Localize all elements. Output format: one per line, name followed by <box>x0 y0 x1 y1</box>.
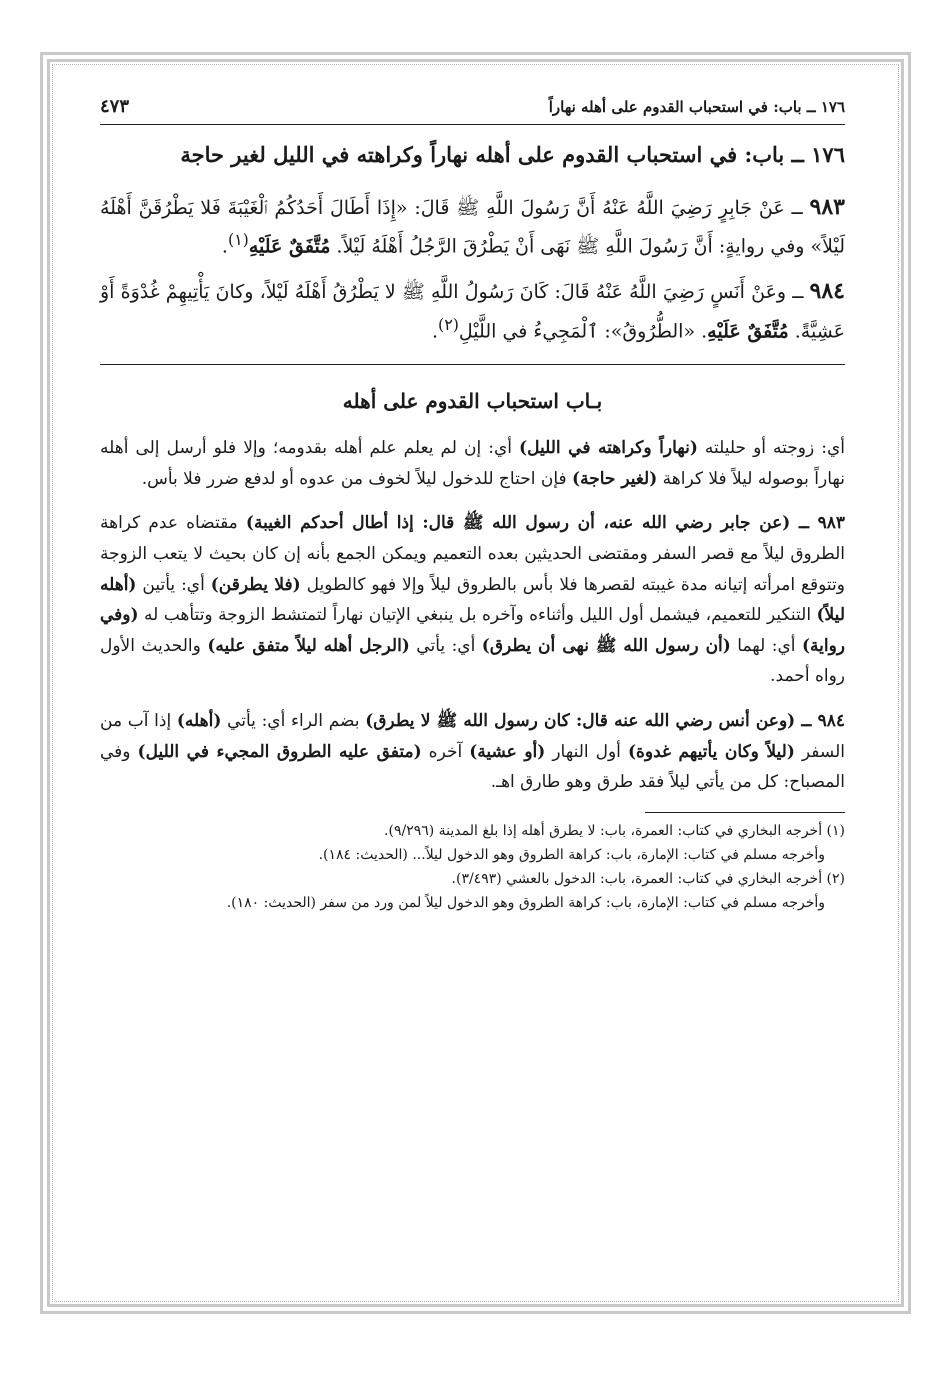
commentary-title: بـاب استحباب القدوم على أهله <box>342 389 603 414</box>
commentary-paragraph-intro <box>100 433 845 494</box>
footnote-1-continued: وأخرجه مسلم في كتاب: الإمارة، باب: كراهة الطروق وهو الدخول ليلاً... (الحديث: ١٨٤). <box>318 846 825 863</box>
commentary-quote: (وفي رواية) <box>100 605 845 656</box>
commentary-text: آخره <box>421 741 470 762</box>
running-header <box>100 96 845 125</box>
commentary-text: بضم الراء أي: يأتي <box>221 710 366 731</box>
commentary-text: أي: زوجته أو حليلته <box>697 438 846 459</box>
commentary-quote: (أهله ليلاً) <box>100 574 845 626</box>
commentary-quote: ٩٨٣ ــ (عن جابر رضي الله عنه، أن رسول الله ﷺ قال: إذا أطال أحدكم الغيبة) <box>245 513 845 534</box>
commentary-text: أي: لهما <box>730 635 802 656</box>
commentary-quote: (أهله) <box>176 710 222 731</box>
commentary-text: أول النهار <box>545 741 628 762</box>
hadith-text: ــ عَنْ جَابِرٍ رَضِيَ اللَّهُ عَنْهُ أَنَّ رَسُولَ اللَّهِ ﷺ قَالَ: «إِذَا أَطَالَ أَحَدُكُمُ ٱلْغَيْبَةَ فَلا يَطْرُقَنَّ أَهْلَهُ لَيْلاً» وفي روايةٍ: أَنَّ رَسُولَ اللَّهِ ﷺ نَهَى أَنْ يَطْرُقَ الرَّجُلُ أَهْلَهُ لَيْلاً. <box>100 196 845 258</box>
commentary-quote: (نهاراً وكراهته في الليل) <box>519 438 698 459</box>
commentary-paragraph-984 <box>100 706 845 798</box>
hadith-text: ــ وعَنْ أَنَسٍ رَضِيَ اللَّهُ عَنْهُ قَالَ: كَانَ رَسُولُ اللَّهِ ﷺ لا يَطْرُقُ أَهْلَهُ لَيْلاً، وكانَ يَأْتِيهِمْ غُدْوَةً أَوْ عَشِيَّةً. <box>100 281 845 343</box>
footnote-divider <box>645 812 845 813</box>
commentary-text: أي: يأتي <box>409 635 482 656</box>
footnote-1: (١) أخرجه البخاري في كتاب: العمرة، باب: لا يطرق أهله إذا بلغ المدينة (٩/٢٩٦). <box>384 822 845 839</box>
hadith-gloss: . «الطُّرُوقُ»: ٱلْمَجِيءُ في اللَّيْلِ <box>458 320 708 343</box>
commentary-quote: ٩٨٤ ــ (وعن أنس رضي الله عنه قال: كان رسول الله ﷺ لا يطرق) <box>365 710 845 731</box>
commentary-quote: (فلا يطرقن) <box>210 574 301 595</box>
hadith-984: ٩٨٤ ــ وعَنْ أَنَسٍ رَضِيَ اللَّهُ عَنْهُ قَالَ: كَانَ رَسُولُ اللَّهِ ﷺ لا يَطْرُقُ أَهْلَهُ لَيْلاً، وكانَ يَأْتِيهِمْ غُدْوَةً أَوْ عَشِيَّةً. مُتَّفَقٌ عَلَيْهِ. «الطُّرُوقُ»: ٱلْمَجِيءُ في اللَّيْلِ$^{(٢)}$. <box>100 278 845 343</box>
footnote-marker[interactable]: (٢) <box>438 315 459 335</box>
footnote-marker[interactable]: (١) <box>227 230 249 250</box>
commentary-text: أي: يأتين <box>136 574 211 595</box>
hadith-number: ٩٨٤ <box>809 278 845 305</box>
commentary-paragraph-983 <box>100 508 845 692</box>
footnote-2-continued: وأخرجه مسلم في كتاب: الإمارة، باب: كراهة الطروق وهو الدخول ليلاً لمن ورد من سفر (الحديث: ١٨٠). <box>226 894 825 911</box>
commentary-text: إذا آب من السفر <box>100 710 845 762</box>
hadith-source: مُتَّفَقٌ عَلَيْهِ <box>707 320 789 343</box>
commentary-text: والحديث الأول رواه أحمد. <box>100 635 845 687</box>
section-divider <box>100 364 845 365</box>
commentary-quote: (أن رسول الله ﷺ نهى أن يطرق) <box>481 635 731 656</box>
commentary-quote: (أو عشية) <box>469 741 546 762</box>
page <box>100 96 845 915</box>
commentary-text: وفي المصباح: كل من يأتي ليلاً فقد طرق وهو طارق اهـ. <box>100 741 845 793</box>
page-number: ٤٧٣ <box>100 96 130 117</box>
commentary-text: التنكير للتعميم، فيشمل أول الليل وأثناءه وآخره بل ينبغي الإتيان نهاراً لتمتشط الزوجة وتتأهب له <box>138 605 817 626</box>
footnote-2: (٢) أخرجه البخاري في كتاب: العمرة، باب: الدخول بالعشي (٣/٤٩٣). <box>451 870 845 887</box>
commentary-text: أي: إن لم يعلم علم أهله بقدومه؛ وإلا فلو أرسل إلى أهله نهاراً بوصوله ليلاً فلا كراهة <box>100 438 845 489</box>
commentary-text: مقتضاه عدم كراهة الطروق ليلاً مع قصر السفر ومقتضى الحديثين بعده التعميم ويمكن الجمع بأنه إن كان بحيث لا يتعب الزوجة وتتوقع امرأته إتيانه مدة غيبته لقصرها فلا بأس بالطروق ليلاً وإلا فهو كالطويل <box>100 513 845 595</box>
commentary-quote: (متفق عليه الطروق المجيء في الليل) <box>137 741 422 762</box>
hadith-number: ٩٨٣ <box>809 193 845 220</box>
hadith-983: ٩٨٣ ــ عَنْ جَابِرٍ رَضِيَ اللَّهُ عَنْهُ أَنَّ رَسُولَ اللَّهِ ﷺ قَالَ: «إِذَا أَطَالَ أَحَدُكُمُ ٱلْغَيْبَةَ فَلا يَطْرُقَنَّ أَهْلَهُ لَيْلاً» وفي روايةٍ: أَنَّ رَسُولَ اللَّهِ ﷺ نَهَى أَنْ يَطْرُقَ الرَّجُلُ أَهْلَهُ لَيْلاً. مُتَّفَقٌ عَلَيْهِ$^{(١)}$. <box>100 193 845 258</box>
hadith-source: مُتَّفَقٌ عَلَيْهِ <box>248 235 331 258</box>
commentary-quote: (ليلاً وكان يأتيهم غدوة) <box>627 741 795 762</box>
commentary-text: فإن احتاج للدخول ليلاً لخوف من عدوه أو لدفع ضرر فلا بأس. <box>141 468 573 489</box>
commentary-quote: (الرجل أهله ليلاً متفق عليه) <box>207 635 410 656</box>
chapter-title: ١٧٦ ــ باب: في استحباب القدوم على أهله نهاراً وكراهته في الليل لغير حاجة <box>180 142 845 167</box>
running-title: ١٧٦ ــ باب: في استحباب القدوم على أهله نهاراً <box>548 98 845 116</box>
commentary-quote: (لغير حاجة) <box>572 468 658 489</box>
